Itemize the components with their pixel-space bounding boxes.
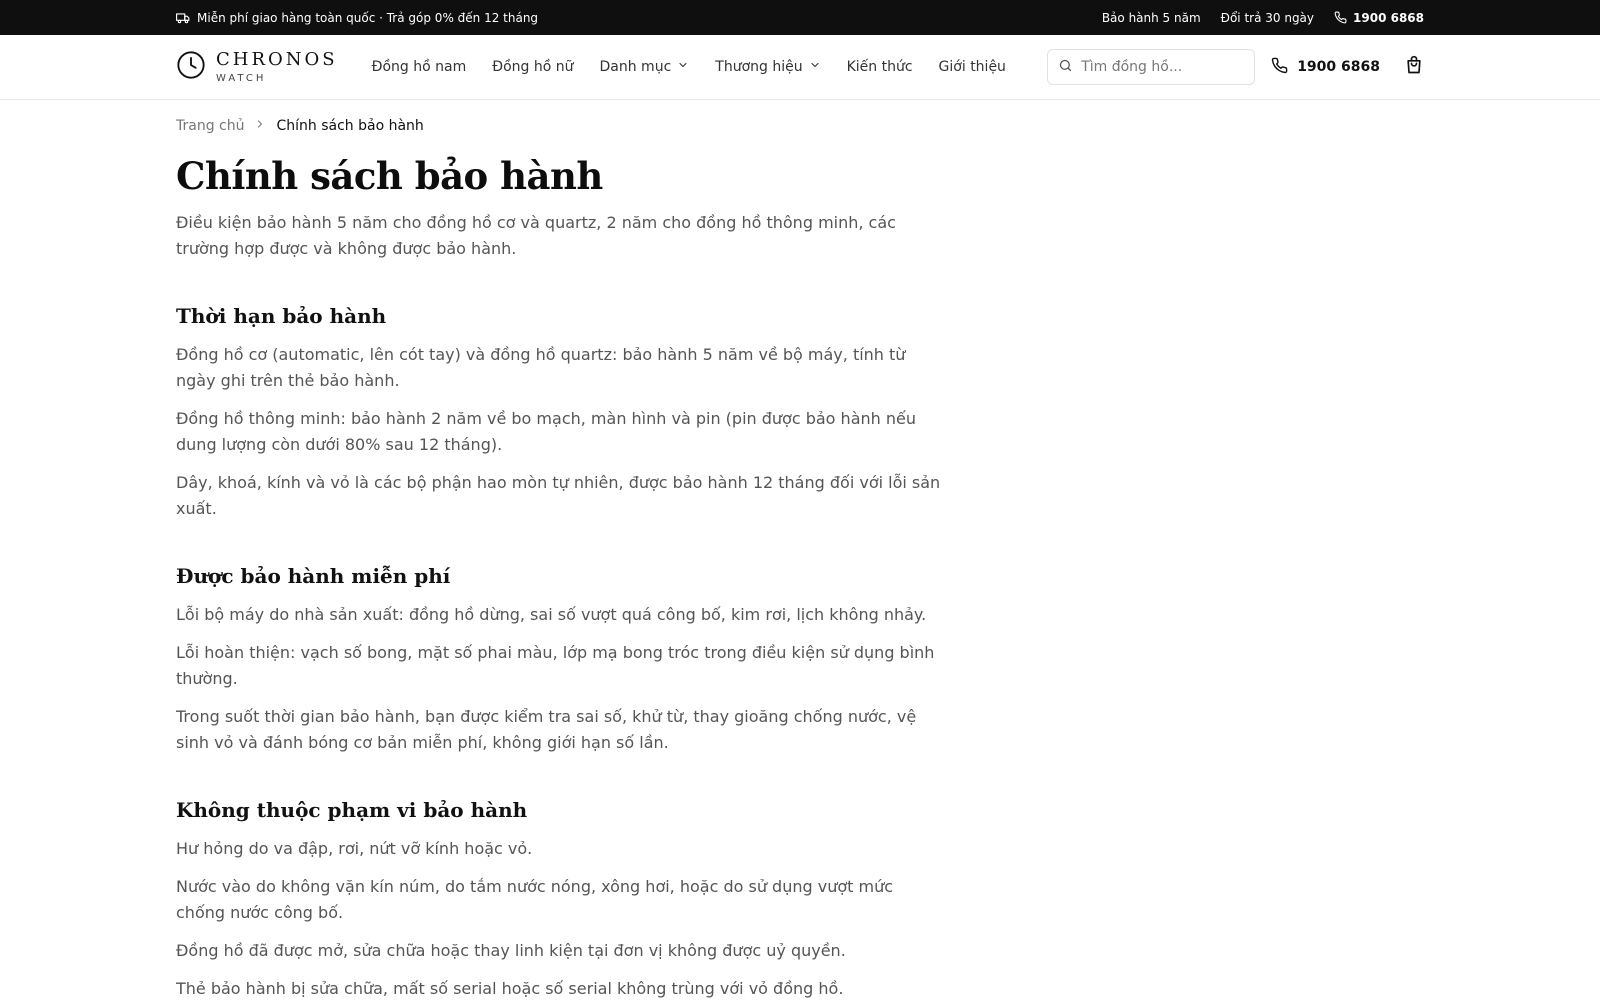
breadcrumb-current: Chính sách bảo hành <box>276 118 424 134</box>
page-title: Chính sách bảo hành <box>176 154 603 198</box>
nav-label: Thương hiệu <box>715 59 803 75</box>
nav-item-womens-watches[interactable] <box>492 59 573 75</box>
logo-name: CHRONOS <box>216 48 338 70</box>
breadcrumb <box>176 118 1424 134</box>
topbar-phone-number: 1900 6868 <box>1353 10 1424 25</box>
search-input[interactable] <box>1081 59 1231 75</box>
section-paragraph: Đồng hồ thông minh: bảo hành 2 năm về bo mạch, màn hình và pin (pin được bảo hành nếu dung lượng còn dưới 80% sau 12 tháng). <box>176 409 916 455</box>
top-announcement-bar <box>0 0 1600 35</box>
section-warranty-period <box>176 302 946 522</box>
header-phone-link[interactable] <box>1271 57 1380 78</box>
nav-label: Đồng hồ nữ <box>492 59 574 75</box>
search-icon <box>1058 58 1073 77</box>
page-description: Điều kiện bảo hành 5 năm cho đồng hồ cơ và quartz, 2 năm cho đồng hồ thông minh, các trường hợp được và không được bảo hành. <box>176 213 896 259</box>
chevron-down-icon <box>809 59 821 75</box>
nav-item-knowledge[interactable] <box>847 59 913 75</box>
nav-label: Kiến thức <box>846 59 913 75</box>
cart-button[interactable] <box>1404 55 1424 79</box>
section-paragraph: Đồng hồ cơ (automatic, lên cót tay) và đồng hồ quartz: bảo hành 5 năm về bộ máy, tính từ ngày ghi trên thẻ bảo hành. <box>176 345 906 391</box>
section-paragraph: Lỗi hoàn thiện: vạch số bong, mặt số phai màu, lớp mạ bong tróc trong điều kiện sử dụng bình thường. <box>176 643 935 689</box>
section-heading: Thời hạn bảo hành <box>176 304 387 329</box>
promo-text: Miễn phí giao hàng toàn quốc · Trả góp 0% đến 12 tháng <box>197 10 539 25</box>
nav-item-categories[interactable] <box>600 59 690 75</box>
section-paragraph: Thẻ bảo hành bị sửa chữa, mất số serial hoặc số serial không trùng với vỏ đồng hồ. <box>176 979 844 999</box>
section-not-covered <box>176 796 946 1000</box>
logo-subtitle: WATCH <box>216 72 267 84</box>
section-paragraph: Lỗi bộ máy do nhà sản xuất: đồng hồ dừng, sai số vượt quá công bố, kim rơi, lịch không nhảy. <box>176 605 927 625</box>
search-box <box>1047 49 1255 85</box>
clock-icon <box>176 50 206 84</box>
warranty-note: Bảo hành 5 năm <box>1101 10 1201 25</box>
section-heading: Được bảo hành miễn phí <box>176 564 451 589</box>
site-header <box>0 35 1600 100</box>
chevron-down-icon <box>677 59 689 75</box>
section-heading: Không thuộc phạm vi bảo hành <box>176 798 528 823</box>
header-phone-number: 1900 6868 <box>1297 59 1380 75</box>
section-paragraph: Dây, khoá, kính và vỏ là các bộ phận hao mòn tự nhiên, được bảo hành 12 tháng đối với lỗi sản xuất. <box>176 473 941 519</box>
truck-icon <box>176 11 190 25</box>
chevron-right-icon <box>254 118 266 134</box>
section-paragraph: Đồng hồ đã được mở, sửa chữa hoặc thay linh kiện tại đơn vị không được uỷ quyền. <box>176 941 846 961</box>
nav-item-mens-watches[interactable] <box>372 59 467 75</box>
section-free-warranty <box>176 562 946 756</box>
topbar-phone-link[interactable] <box>1334 11 1424 25</box>
phone-icon <box>1271 57 1288 78</box>
returns-note: Đổi trả 30 ngày <box>1220 10 1315 25</box>
nav-label: Đồng hồ nam <box>371 59 467 75</box>
nav-item-brands[interactable] <box>715 59 820 75</box>
section-paragraph: Trong suốt thời gian bảo hành, bạn được kiểm tra sai số, khử từ, thay gioăng chống nước, vệ sinh vỏ và đánh bóng cơ bản miễn phí, không giới hạn số lần. <box>176 707 917 753</box>
section-paragraph: Nước vào do không vặn kín núm, do tắm nước nóng, xông hơi, hoặc do sử dụng vượt mức chống nước công bố. <box>176 877 894 923</box>
main-content <box>176 100 1424 1000</box>
shipping-promo <box>176 11 538 25</box>
breadcrumb-home-link[interactable]: Trang chủ <box>176 118 245 134</box>
phone-icon <box>1334 11 1347 24</box>
nav-item-about[interactable] <box>939 59 1006 75</box>
nav-label: Danh mục <box>599 59 672 75</box>
nav-label: Giới thiệu <box>938 59 1006 75</box>
shopping-bag-icon <box>1404 55 1424 79</box>
section-paragraph: Hư hỏng do va đập, rơi, nứt vỡ kính hoặc vỏ. <box>176 839 533 859</box>
main-nav <box>372 59 1006 75</box>
logo[interactable] <box>176 50 338 84</box>
